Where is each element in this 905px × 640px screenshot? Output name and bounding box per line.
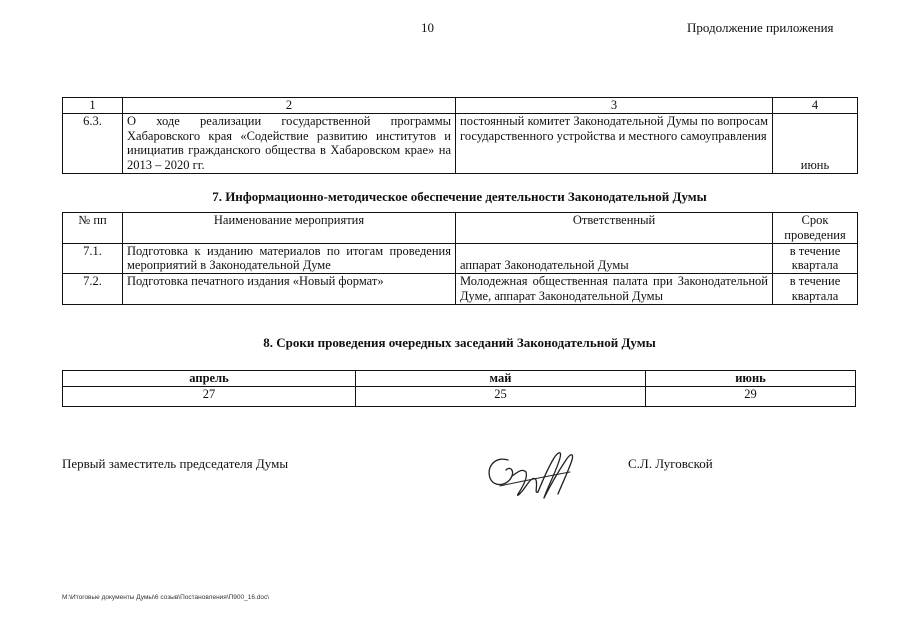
month-header: июнь	[646, 371, 856, 387]
term: в течение квартала	[773, 243, 858, 274]
col-number-cell: 1	[63, 98, 123, 114]
month-header: май	[356, 371, 646, 387]
row-number: 7.2.	[63, 274, 123, 305]
signatory-name: С.Л. Луговской	[628, 456, 713, 471]
session-day: 29	[646, 386, 856, 406]
table-row	[63, 274, 858, 305]
header-responsible: Ответственный	[456, 213, 773, 244]
handwritten-signature	[478, 442, 588, 507]
term: в течение квартала	[773, 274, 858, 305]
continuation-label: Продолжение приложения	[687, 20, 834, 35]
table-sessions	[62, 370, 856, 407]
row-number: 7.1.	[63, 243, 123, 274]
event-name: Подготовка к изданию материалов по итогам проведения мероприятий в Законодательной Думе	[123, 243, 456, 274]
table-info-support	[62, 212, 858, 305]
table-row	[63, 98, 858, 114]
section-7-title: 7. Информационно-методическое обеспечение деятельности Законодательной Думы	[212, 189, 707, 204]
signatory-title: Первый заместитель председателя Думы	[62, 456, 289, 471]
table-program	[62, 97, 858, 174]
table-header-row	[63, 213, 858, 244]
file-path-footer: M:\Итоговые документы Думы\6 созыв\Постановления\П900_16.doc\	[62, 594, 270, 601]
header-name: Наименование мероприятия	[123, 213, 456, 244]
event-name: Подготовка печатного издания «Новый формат»	[123, 274, 456, 305]
responsible: постоянный комитет Законодательной Думы по вопросам государственного устройства и местного самоуправления	[456, 113, 773, 173]
month-header: апрель	[63, 371, 356, 387]
col-number-cell: 3	[456, 98, 773, 114]
header-term: Срок проведения	[773, 213, 858, 244]
term: июнь	[773, 113, 858, 173]
table-header-row	[63, 371, 856, 387]
session-day: 27	[63, 386, 356, 406]
table-row	[63, 113, 858, 173]
responsible: Молодежная общественная палата при Законодательной Думе, аппарат Законодательной Думы	[456, 274, 773, 305]
event-name: О ходе реализации государственной программы Хабаровского края «Содействие развитию институтов и инициатив гражданского общества в Хабаровском крае» на 2013 – 2020 гг.	[123, 113, 456, 173]
col-number-cell: 4	[773, 98, 858, 114]
header-num: № пп	[63, 213, 123, 244]
row-number: 6.3.	[63, 113, 123, 173]
table-row	[63, 386, 856, 406]
responsible: аппарат Законодательной Думы	[456, 243, 773, 274]
page-number: 10	[421, 20, 434, 35]
section-8-title: 8. Сроки проведения очередных заседаний Законодательной Думы	[263, 335, 656, 350]
table-row	[63, 243, 858, 274]
col-number-cell: 2	[123, 98, 456, 114]
session-day: 25	[356, 386, 646, 406]
